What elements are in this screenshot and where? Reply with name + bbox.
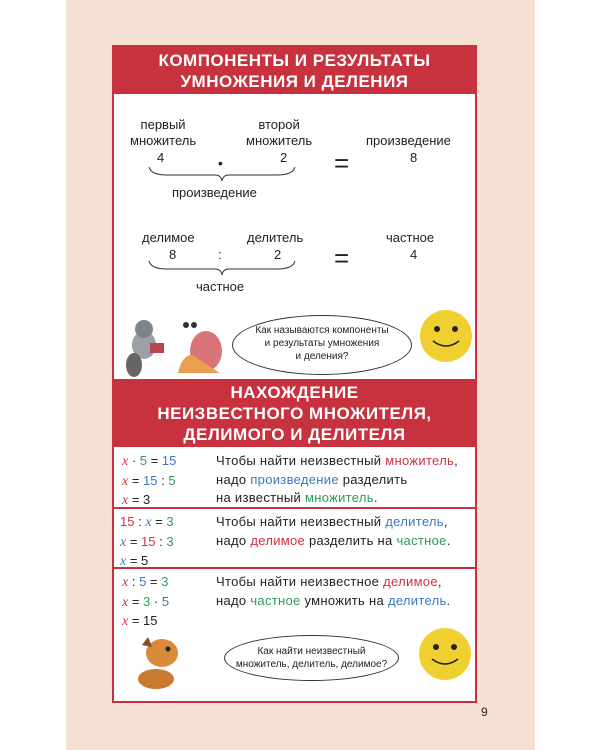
rule-text: Чтобы найти неизвестное делимое, надо частное умножить на делитель. [216,574,451,608]
title-line: КОМПОНЕНТЫ И РЕЗУЛЬТАТЫ [158,51,431,70]
brace-label-quotient: частное [196,279,245,294]
dividend-label: делимое [142,230,195,245]
raccoon-and-snail-illustration [122,315,232,379]
dividend: 8 [169,247,177,262]
question-bubble: Как найти неизвестный множитель, делитель, делимое? [224,635,399,681]
page-number: 9 [481,705,488,719]
section-title-components [114,47,475,94]
rule-row-unknown-dividend [114,567,475,703]
formula: x · 5 = 15 x = 15 : 5 x = 3 [122,453,177,508]
quotient-label: частное [386,230,435,245]
title-line: УМНОЖЕНИЯ И ДЕЛЕНИЯ [180,72,409,91]
rule-text: Чтобы найти неизвестный множитель, надо произведение разделить на известный множитель. [216,453,459,505]
section-title-finding-unknown: НАХОЖДЕНИЕ НЕИЗВЕСТНОГО МНОЖИТЕЛЯ, ДЕЛИМОГО И ДЕЛИТЕЛЯ [114,379,475,447]
divisor: 2 [274,247,282,262]
curly-brace-icon [147,259,297,277]
rules-card [112,45,477,703]
quotient: 4 [410,247,418,262]
equals-sign: = [334,148,350,178]
formula: 15 : x = 3 x = 15 : 3 x = 5 [120,514,174,569]
equals-sign: = [334,243,350,273]
rule-text: Чтобы найти неизвестный делитель, надо делимое разделить на частное. [216,514,451,548]
divide-sign: : [218,247,222,262]
puppy-illustration [128,635,192,697]
divisor-label: делитель [247,230,304,245]
product: 8 [410,150,418,165]
brace-label-product: произведение [172,185,257,200]
smiley-icon [419,309,473,363]
multiply-sign: • [218,155,223,171]
formula: x : 5 = 3 x = 3 · 5 x = 15 [122,574,170,629]
first-factor: 4 [157,150,165,165]
rule-row-unknown-divisor [114,507,475,567]
product-label: произведение [366,133,451,148]
smiley-icon [418,627,472,681]
curly-brace-icon [147,165,297,183]
second-factor-label: второй множитель [246,117,313,148]
second-factor: 2 [280,150,288,165]
first-factor-label: первый множитель [130,117,197,148]
rule-row-unknown-factor [114,447,475,507]
question-bubble: Как называются компоненты и результаты умножения и деления? [232,315,412,375]
